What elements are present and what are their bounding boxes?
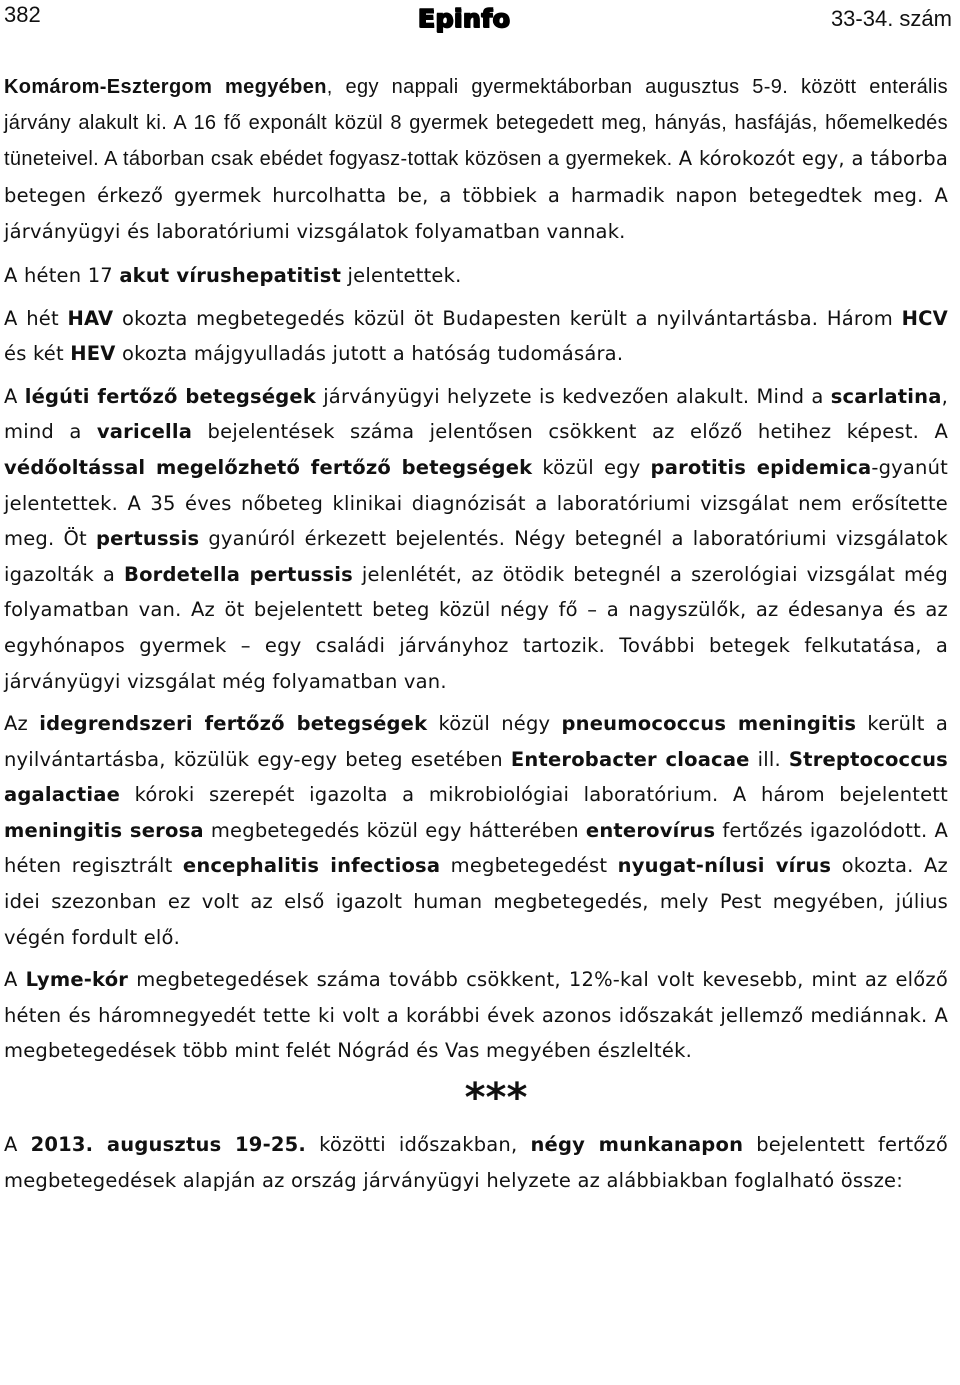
paragraph-respiratory-diseases: A légúti fertőző betegségek járványügyi helyzete is kedvezően alakult. Mind a scarlatina, mind a varicella bejelentések száma jelentősen csökkent az előző hetihez képest. A védőoltással megelőzhető fertőző betegségek közül egy parotitis epidemica-gyanút jelentettek. A 35 éves nőbeteg klinikai diagnózisát a laboratóriumi vizsgálat nem erősítette meg. Öt pertussis gyanúról érkezett bejelentés. Négy betegnél a laboratóriumi vizsgálatok igazolták a Bordetella pertussis jelenlétét, az ötödik betegnél a szerológiai vizsgálat még folyamatban van. Az öt bejelentett beteg közül négy fő – a nagyszülők, az édesanya és az egyhónapos gyermek – egy családi járványhoz tartozik. További betegek felkutatása, a járványügyi vizsgálat még folyamatban van. [4,384,948,693]
section-separator: *** [464,1075,528,1122]
issue-number: 33-34. szám [830,6,952,31]
paragraph-hepatitis-types: A hét HAV okozta megbetegedés közül öt Budapesten került a nyilvántartásba. Három HCV és két HEV okozta májgyulladás jutott a hatóság tudomására. [4,306,948,366]
paragraph-komarom-outbreak: Komárom-Esztergom megyében, egy nappali gyermektáborban augusztus 5-9. között enterális járvány alakult ki. A 16 fő exponált közül 8 gyermek betegedett meg, hányás, hasfájás, hőemelkedés tüneteivel. A táborban csak ebédet fogyasz-tottak közösen a gyermekek. A kórokozót egy, a táborba betegen érkező gyermek hurcolhatta be, a többiek a harmadik napon betegedtek meg. A járványügyi és laboratóriumi vizsgálatok folyamatban vannak. [4,76,948,244]
epinfo-logo: Epinfo [418,4,511,33]
paragraph-nervous-system-diseases: Az idegrendszeri fertőző betegségek közül négy pneumococcus meningitis került a nyilvántartásba, közülük egy-egy beteg esetében Enterobacter cloacae ill. Streptococcus agalactiae kóroki szerepét igazolta a mikrobiológiai laboratórium. A három bejelentett meningitis serosa megbetegedés közül egy hátterében enterovírus fertőzés igazolódott. A héten regisztrált encephalitis infectiosa megbetegedést nyugat-nílusi vírus okozta. Az idei szezonban ez volt az első igazolt human megbetegedés, mely Pest megyében, július végén fordult elő. [4,712,948,949]
article-body [4,70,948,1198]
paragraph-hepatitis-count: A héten 17 akut vírushepatitist jelentettek. [4,263,462,287]
paragraph-period-summary: A 2013. augusztus 19-25. közötti időszakban, négy munkanapon bejelentett fertőző megbetegedések alapján az ország járványügyi helyzete az alábbiakban foglalható össze: [4,1133,948,1192]
page-header [0,0,960,50]
paragraph-lyme-disease: A Lyme-kór megbetegedések száma tovább csökkent, 12%-kal volt kevesebb, mint az előző héten és háromnegyedét tette ki volt a korábbi évek azonos időszakát jellemző mediánnak. A megbetegedések több mint felét Nógrád és Vas megyében észlelték. [4,968,948,1063]
page-number: 382 [4,2,41,27]
